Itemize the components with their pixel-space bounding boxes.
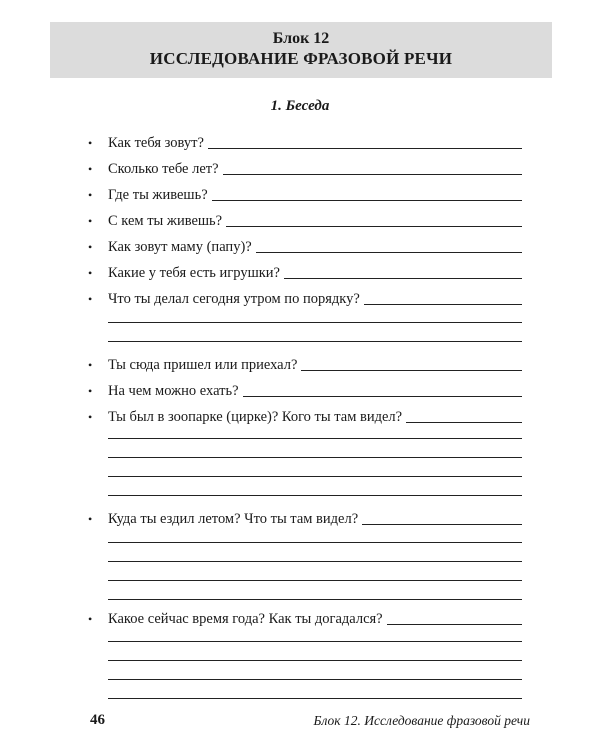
- question-item: [88, 608, 522, 628]
- page-number: 46: [90, 712, 105, 728]
- bullet-icon: •: [88, 612, 93, 626]
- answer-line[interactable]: [208, 147, 522, 149]
- block-label: Блок 12: [272, 30, 330, 47]
- answer-line[interactable]: [108, 438, 522, 439]
- question-text: Какое сейчас время года? Как ты догадался?: [108, 611, 383, 627]
- question-item: [88, 354, 522, 374]
- answer-line[interactable]: [108, 561, 522, 562]
- answer-line[interactable]: [212, 199, 522, 201]
- answer-line[interactable]: [406, 421, 522, 423]
- answer-line[interactable]: [108, 580, 522, 581]
- bullet-icon: •: [88, 292, 93, 306]
- answer-line[interactable]: [108, 679, 522, 680]
- question-text: Как зовут маму (папу)?: [108, 239, 252, 255]
- answer-line[interactable]: [108, 322, 522, 323]
- question-text: Где ты живешь?: [108, 187, 208, 203]
- answer-line[interactable]: [243, 395, 522, 397]
- answer-line[interactable]: [108, 599, 522, 600]
- bullet-icon: •: [88, 384, 93, 398]
- question-item: [88, 380, 522, 400]
- answer-line[interactable]: [108, 660, 522, 661]
- bullet-icon: •: [88, 512, 93, 526]
- question-item: [88, 406, 522, 426]
- question-text: Ты сюда пришел или приехал?: [108, 357, 298, 373]
- section-title: 1. Беседа: [270, 98, 330, 114]
- question-text: Куда ты ездил летом? Что ты там видел?: [108, 511, 359, 527]
- question-item: [88, 158, 522, 178]
- question-item: [88, 288, 522, 308]
- answer-line[interactable]: [362, 523, 522, 525]
- block-header: [50, 22, 552, 78]
- answer-line[interactable]: [223, 173, 522, 175]
- answer-line[interactable]: [108, 476, 522, 477]
- answer-line[interactable]: [364, 303, 522, 305]
- answer-line[interactable]: [108, 542, 522, 543]
- running-title: Блок 12. Исследование фразовой речи: [313, 713, 530, 728]
- question-item: [88, 508, 522, 528]
- bullet-icon: •: [88, 358, 93, 372]
- bullet-icon: •: [88, 136, 93, 150]
- answer-line[interactable]: [256, 251, 522, 253]
- question-item: [88, 236, 522, 256]
- answer-line[interactable]: [387, 623, 522, 625]
- bullet-icon: •: [88, 240, 93, 254]
- question-text: На чем можно ехать?: [108, 383, 239, 399]
- question-item: [88, 184, 522, 204]
- bullet-icon: •: [88, 162, 93, 176]
- question-text: С кем ты живешь?: [108, 213, 223, 229]
- page-title: ИССЛЕДОВАНИЕ ФРАЗОВОЙ РЕЧИ: [149, 49, 453, 68]
- bullet-icon: •: [88, 214, 93, 228]
- answer-line[interactable]: [284, 277, 522, 279]
- answer-line[interactable]: [301, 369, 522, 371]
- question-text: Как тебя зовут?: [108, 135, 204, 151]
- bullet-icon: •: [88, 410, 93, 424]
- question-item: [88, 210, 522, 230]
- question-item: [88, 132, 522, 152]
- answer-line[interactable]: [108, 641, 522, 642]
- answer-line[interactable]: [108, 495, 522, 496]
- answer-line[interactable]: [108, 341, 522, 342]
- answer-line[interactable]: [226, 225, 522, 227]
- question-text: Ты был в зоопарке (цирке)? Кого ты там видел?: [108, 409, 403, 425]
- answer-line[interactable]: [108, 698, 522, 699]
- bullet-icon: •: [88, 266, 93, 280]
- question-text: Что ты делал сегодня утром по порядку?: [108, 291, 360, 307]
- question-text: Сколько тебе лет?: [108, 161, 219, 177]
- question-text: Какие у тебя есть игрушки?: [108, 265, 280, 281]
- question-item: [88, 262, 522, 282]
- bullet-icon: •: [88, 188, 93, 202]
- answer-line[interactable]: [108, 457, 522, 458]
